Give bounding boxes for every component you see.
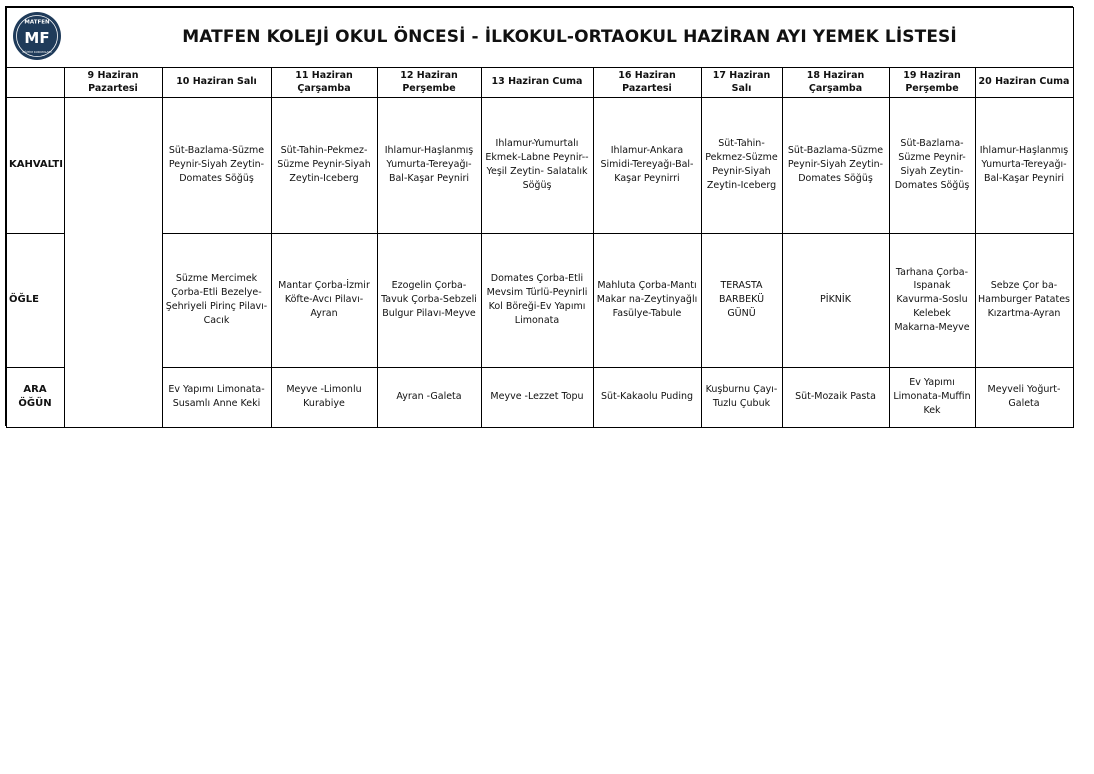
menu-cell: Sebze Çor ba-Hamburger Patates Kızartma-Ayran — [978, 280, 1070, 319]
menu-cell: Ezogelin Çorba-Tavuk Çorba-Sebzeli Bulgur Pilavı-Meyve — [381, 280, 477, 319]
menu-cell: Kuşburnu Çayı-Tuzlu Çubuk — [705, 384, 778, 409]
menu-cell: Meyve -Lezzet Topu — [490, 391, 584, 403]
menu-cell: Ayran -Galeta — [396, 391, 462, 403]
menu-cell: Ihlamur-Haşlanmış Yumurta-Tereyağı-Bal-Kaşar Peyniri — [384, 145, 474, 184]
menu-cell: Süzme Mercimek Çorba-Etli Bezelye-Şehriyeli Pirinç Pilavı-Cacık — [165, 273, 268, 326]
menu-cell: Mahluta Çorba-Mantı Makar na-Zeytinyağlı Fasülye-Tabule — [596, 280, 698, 319]
menu-cell: Mantar Çorba-İzmir Köfte-Avcı Pilavı-Ayran — [278, 280, 370, 319]
menu-cell: Süt-Bazlama-Süzme Peynir-Siyah Zeytin-Domates Söğüş — [894, 138, 970, 191]
menu-cell: Ihlamur-Ankara Simidi-Tereyağı-Bal-Kaşar Peynirri — [600, 145, 694, 184]
grid-line — [7, 7, 1074, 8]
logo-text-bottom: EĞİTİM KURUMLARI — [22, 50, 52, 54]
menu-sheet — [5, 6, 1073, 426]
day-header: 20 Haziran Cuma — [978, 76, 1070, 88]
menu-cell: Meyve -Limonlu Kurabiye — [286, 384, 362, 409]
day-header: 10 Haziran Salı — [176, 76, 257, 88]
menu-cell: Meyveli Yoğurt-Galeta — [987, 384, 1061, 409]
grid-line — [1073, 7, 1074, 428]
day-header: 12 Haziran Perşembe — [400, 69, 458, 94]
menu-cell: Süt-Mozaik Pasta — [795, 391, 876, 403]
day-header: 16 Haziran Pazartesi — [618, 69, 676, 94]
meal-label: ÖĞLE — [9, 293, 39, 305]
menu-cell: Domates Çorba-Etli Mevsim Türlü-Peynirli Kol Böreği-Ev Yapımı Limonata — [486, 273, 588, 326]
menu-cell: Süt-Tahin-Pekmez-Süzme Peynir-Siyah Zeytin-Iceberg — [277, 145, 371, 184]
logo-monogram: MF — [24, 29, 50, 47]
menu-cell: TERASTA BARBEKÜ GÜNÜ — [718, 280, 765, 319]
grid-line — [6, 427, 1073, 428]
menu-cell: Süt-Bazlama-Süzme Peynir-Siyah Zeytin-Domates Söğüş — [787, 145, 884, 184]
day-header: 11 Haziran Çarşamba — [295, 69, 353, 94]
menu-cell: Ev Yapımı Limonata-Muffin Kek — [893, 377, 971, 416]
matfen-logo — [12, 11, 62, 61]
menu-cell: Süt-Kakaolu Puding — [600, 391, 694, 403]
menu-cell: PİKNİK — [820, 294, 851, 306]
menu-cell: Ihlamur-Yumurtalı Ekmek-Labne Peynir-- Yeşil Zeytin- Salatalık Söğüş — [485, 138, 589, 191]
day-header: 17 Haziran Salı — [712, 69, 771, 94]
meal-label: ARA ÖĞÜN — [18, 383, 52, 409]
menu-cell: Süt-Bazlama-Süzme Peynir-Siyah Zeytin-Domates Söğüş — [168, 145, 265, 184]
day-header: 13 Haziran Cuma — [491, 76, 583, 88]
day-header: 19 Haziran Perşembe — [903, 69, 961, 94]
day-header: 18 Haziran Çarşamba — [806, 69, 865, 94]
day-header: 9 Haziran Pazartesi — [87, 69, 139, 94]
menu-cell-merged — [64, 97, 162, 427]
meal-label: KAHVALTI — [9, 158, 63, 170]
menu-cell: Tarhana Çorba-Ispanak Kavurma-Soslu Kelebek Makarna-Meyve — [894, 266, 970, 333]
menu-cell: Ev Yapımı Limonata-Susamlı Anne Keki — [168, 384, 265, 409]
page-title: MATFEN KOLEJİ OKUL ÖNCESİ - İLKOKUL-ORTAOKUL HAZİRAN AYI YEMEK LİSTESİ — [182, 27, 957, 47]
menu-cell: Ihlamur-Haşlanmış Yumurta-Tereyağı-Bal-Kaşar Peyniri — [979, 145, 1069, 184]
logo-text-top: MATFEN — [24, 19, 50, 26]
menu-cell: Süt-Tahin-Pekmez-Süzme Peynir-Siyah Zeytin-Iceberg — [705, 138, 778, 191]
